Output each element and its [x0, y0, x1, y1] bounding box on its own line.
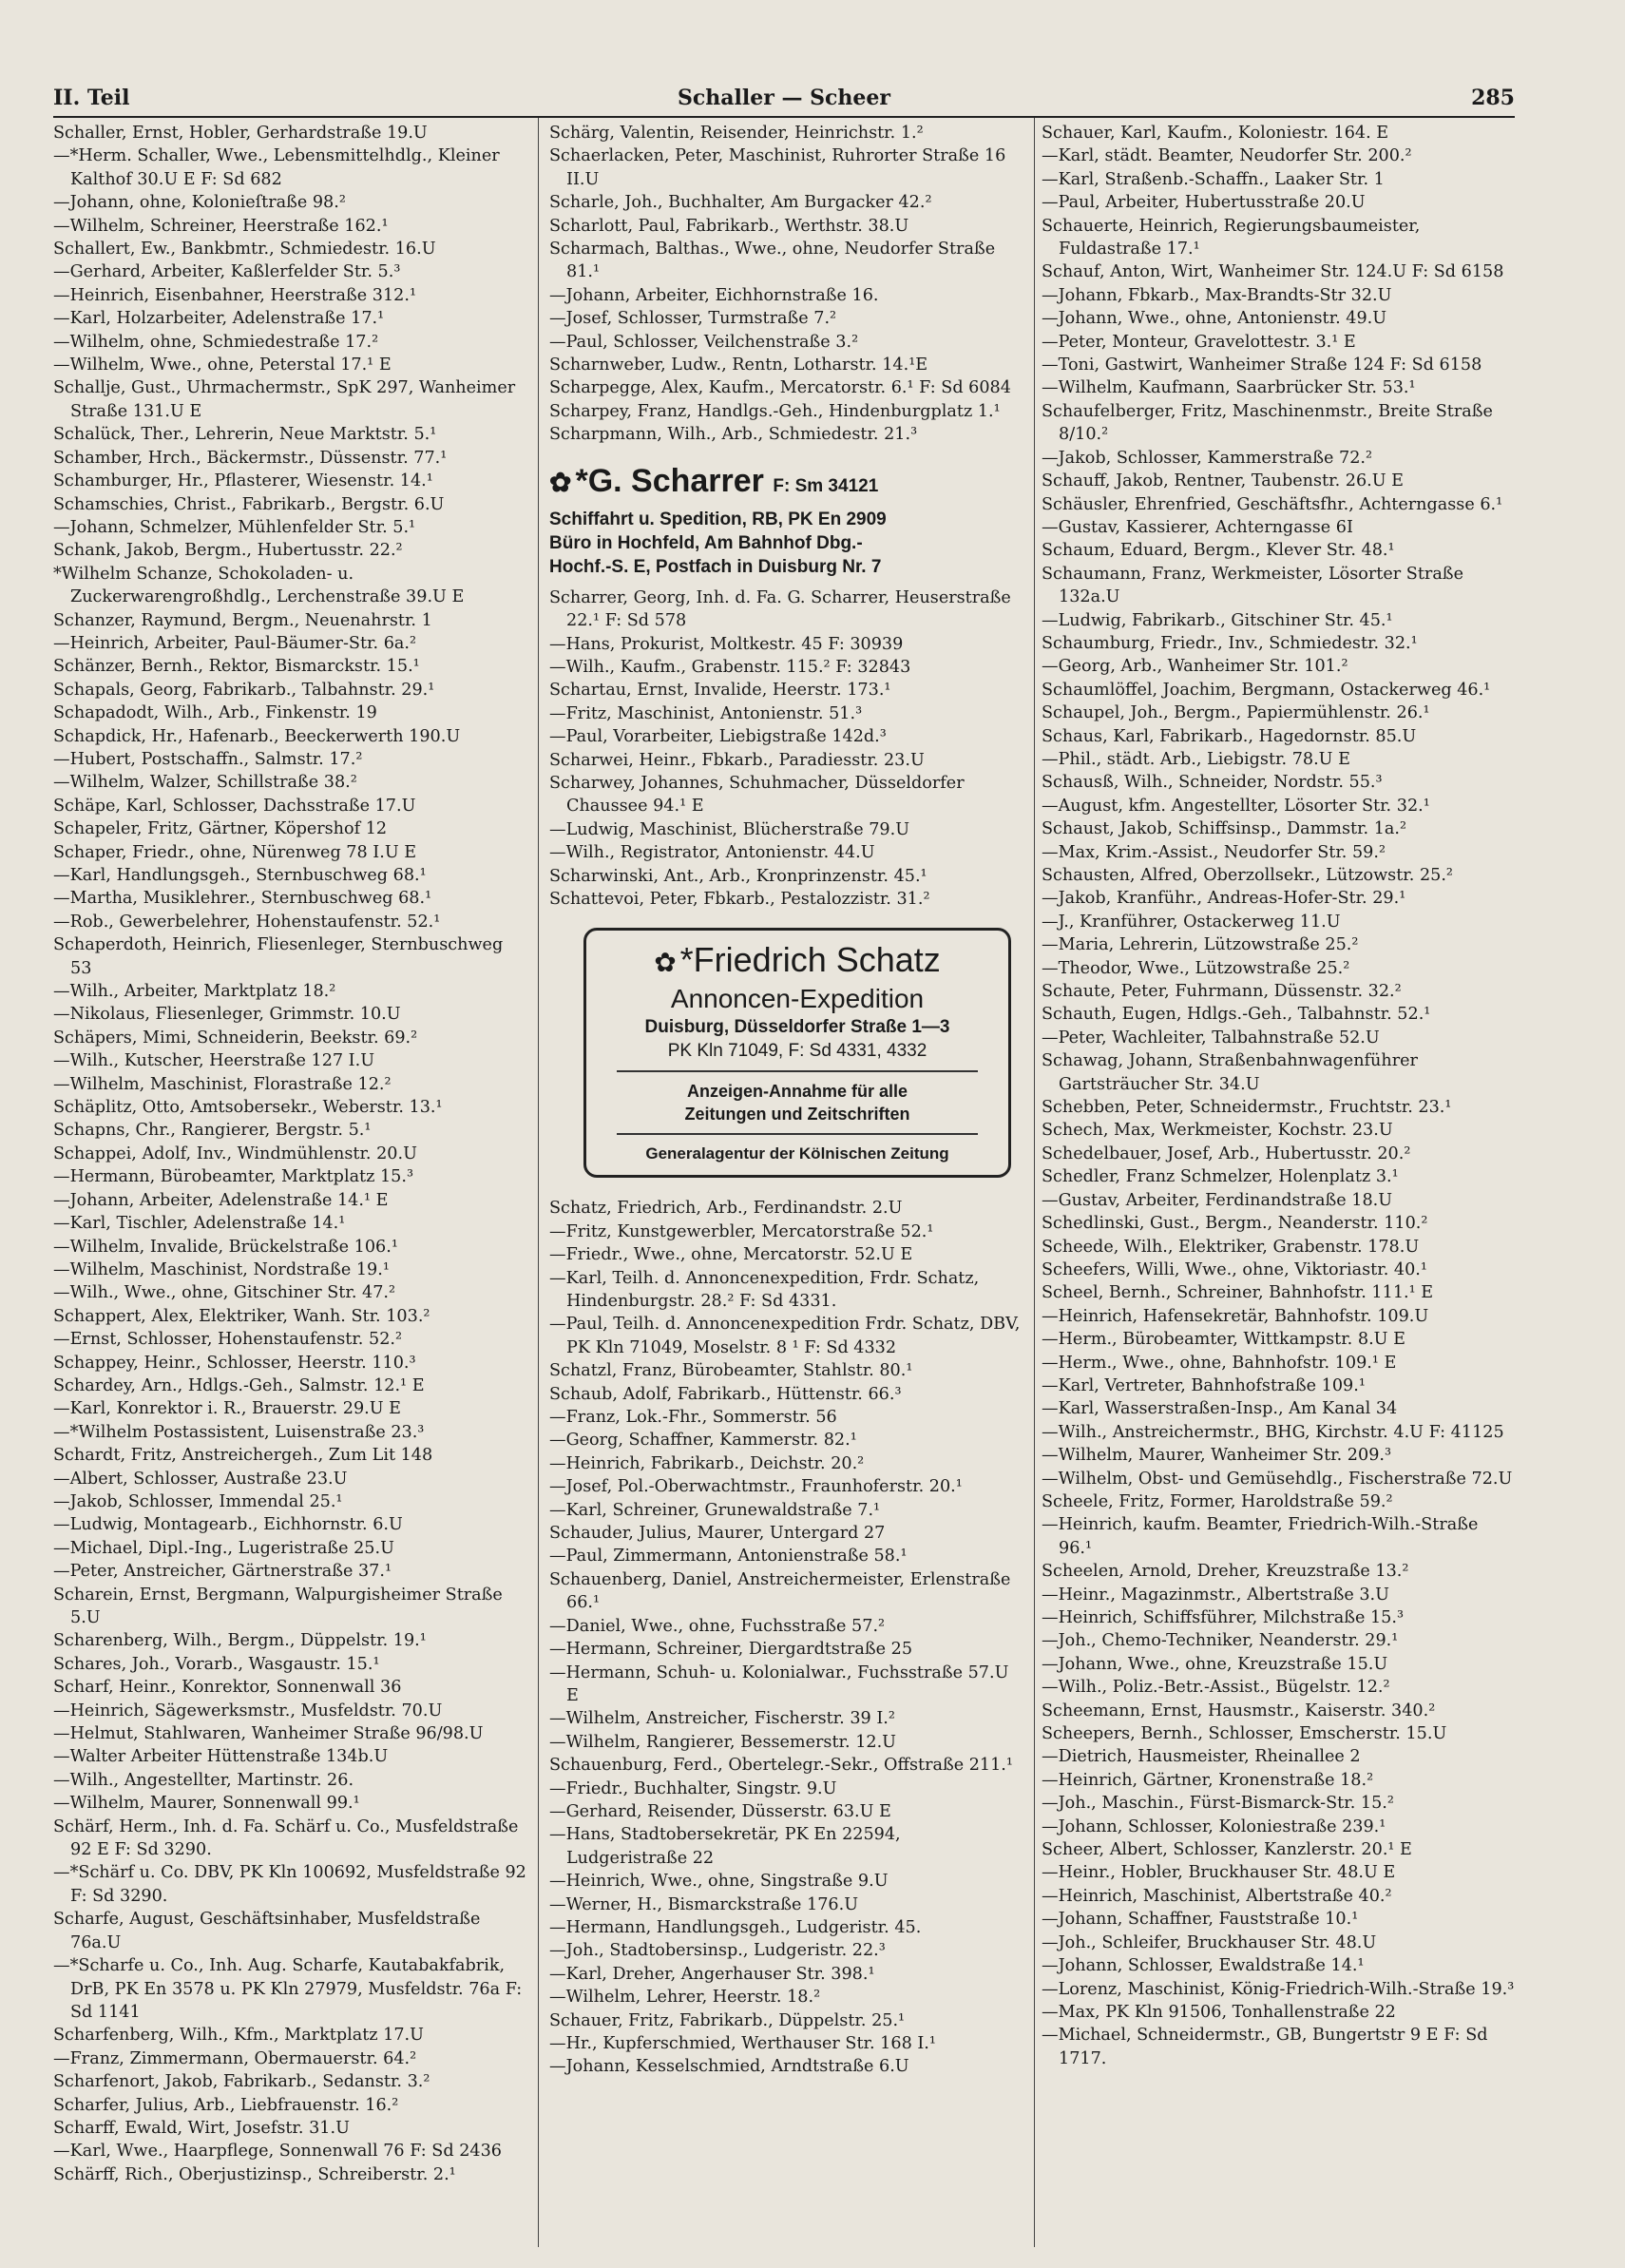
directory-entry: Scheelen, Arnold, Dreher, Kreuzstraße 13.² — [1042, 1562, 1409, 1582]
page-number: 285 — [1471, 86, 1515, 110]
directory-entry: —Karl, Handlungsgeh., Sternbuschweg 68.¹ — [53, 866, 427, 885]
directory-entry: —Wilh., Kutscher, Heerstraße 127 I.U — [53, 1051, 375, 1071]
header-rule — [53, 116, 1515, 118]
directory-entry: —Hermann, Bürobeamter, Marktplatz 15.³ — [53, 1167, 414, 1187]
ad-schatz-rule — [617, 1070, 978, 1072]
directory-entry: —Karl, Teilh. d. Annoncenexpedition, Frdr. Schatz, Hindenburgstr. 28.² F: Sd 4331. — [549, 1268, 980, 1311]
directory-entry: —Max, PK Kln 91506, Tonhallenstraße 22 — [1042, 2002, 1396, 2022]
running-head: Schaller — Scheer — [677, 86, 891, 110]
ad-schatz-take1: Anzeigen-Annahme für alle — [686, 1082, 908, 1102]
directory-entry: —Jakob, Schlosser, Immendal 25.¹ — [53, 1491, 343, 1511]
directory-entry: Schattevoi, Peter, Fbkarb., Pestalozzistr. 31.² — [549, 889, 930, 909]
wreath-icon: ✿ — [654, 948, 677, 978]
directory-entry: —Johann, Schlosser, Ewaldstraße 14.¹ — [1042, 1956, 1365, 1976]
directory-entry: Schappei, Adolf, Inv., Windmühlenstr. 20.U — [53, 1144, 417, 1163]
directory-entry: Scharpmann, Wilh., Arb., Schmiedestr. 21.³ — [549, 425, 918, 445]
directory-entry: Schappey, Heinr., Schlosser, Heerstr. 110.³ — [53, 1353, 416, 1373]
ad-schatz-agency: Generalagentur der Kölnischen Zeitung — [645, 1144, 949, 1163]
directory-entry: Scharwey, Johannes, Schuhmacher, Düsseldorfer Chaussee 94.¹ E — [549, 773, 965, 817]
directory-entry: —Paul, Zimmermann, Antonienstraße 58.¹ — [549, 1547, 908, 1566]
directory-entry: —Hermann, Schuh- u. Kolonialwar., Fuchsstraße 57.U E — [549, 1663, 1009, 1705]
directory-entry: —Johann, Kesselschmied, Arndtstraße 6.U — [549, 2057, 909, 2077]
directory-entry: —Wilhelm, Maurer, Sonnenwall 99.¹ — [53, 1794, 360, 1814]
directory-entry: —Gerhard, Reisender, Düsserstr. 63.U E — [549, 1801, 891, 1821]
directory-entry: —Johann, Arbeiter, Adelenstraße 14.¹ E — [53, 1190, 389, 1210]
directory-entry: Scharrer, Georg, Inh. d. Fa. G. Scharrer, Heuserstraße 22.¹ F: Sd 578 — [549, 587, 1011, 631]
directory-entry: —Hr., Kupferschmied, Werthauser Str. 168 I.¹ — [549, 2034, 936, 2053]
directory-entry: —Karl, Vertreter, Bahnhofstraße 109.¹ — [1042, 1375, 1366, 1395]
directory-entry: Schauff, Jakob, Rentner, Taubenstr. 26.U E — [1042, 471, 1405, 491]
directory-entry: Scheepers, Bernh., Schlosser, Emscherstr. 15.U — [1042, 1724, 1447, 1744]
directory-entry: Schaufelberger, Fritz, Maschinenmstr., Breite Straße 8/10.² — [1042, 401, 1493, 445]
directory-entry: —Johann, Wwe., ohne, Kreuzstraße 15.U — [1042, 1654, 1388, 1674]
directory-entry: —Peter, Anstreicher, Gärtnerstraße 37.¹ — [53, 1562, 392, 1582]
wreath-icon: ✿ — [549, 467, 572, 497]
ad-scharrer — [549, 460, 1024, 579]
directory-entry: —Toni, Gastwirt, Wanheimer Straße 124 F: Sd 6158 — [1042, 356, 1482, 375]
directory-entry: —Wilhelm, Lehrer, Heerstr. 18.² — [549, 1988, 821, 2008]
directory-entry: Schaus, Karl, Fabrikarb., Hagedornstr. 85.U — [1042, 726, 1417, 746]
directory-entry: Schärff, Rich., Oberjustizinsp., Schreiberstr. 2.¹ — [53, 2164, 456, 2184]
directory-entry: —Ernst, Schlosser, Hohenstaufenstr. 52.² — [53, 1330, 403, 1350]
directory-entry: —Hans, Stadtobersekretär, PK En 22594, Ludgeristraße 22 — [549, 1825, 901, 1868]
directory-entry: Scheel, Bernh., Schreiner, Bahnhofstr. 111.¹ E — [1042, 1283, 1434, 1303]
directory-entry: —Wilh., Registrator, Antonienstr. 44.U — [549, 843, 875, 863]
directory-entry: Schardey, Arn., Hdlgs.-Geh., Salmstr. 12.¹ E — [53, 1375, 425, 1395]
directory-entry: Schapadodt, Wilh., Arb., Finkenstr. 19 — [53, 703, 377, 723]
directory-entry: Scharein, Ernst, Bergmann, Walpurgisheimer Straße 5.U — [53, 1585, 503, 1627]
directory-entry: Schaumburg, Friedr., Inv., Schmiedestr. 32.¹ — [1042, 633, 1418, 653]
directory-entry: Schauerte, Heinrich, Regierungsbaumeister, Fuldastraße 17.¹ — [1042, 216, 1421, 259]
directory-entry: —Georg, Schaffner, Kammerstr. 82.¹ — [549, 1431, 857, 1451]
directory-entry: Schaumlöffel, Joachim, Bergmann, Ostackerweg 46.¹ — [1042, 680, 1491, 700]
directory-entry: —Georg, Arb., Wanheimer Str. 101.² — [1042, 657, 1348, 677]
directory-entry: —Hermann, Handlungsgeh., Ludgeristr. 45. — [549, 1917, 922, 1937]
directory-entry: —Fritz, Kunstgewerbler, Mercatorstraße 52.¹ — [549, 1221, 934, 1241]
directory-entry: Schauder, Julius, Maurer, Untergard 27 — [549, 1524, 886, 1544]
directory-entry: —Rob., Gewerbelehrer, Hohenstaufenstr. 52.¹ — [53, 912, 441, 932]
directory-entry: Schäusler, Ehrenfried, Geschäftsfhr., Achterngasse 6.¹ — [1042, 494, 1503, 514]
directory-entry: —Hans, Prokurist, Moltkestr. 45 F: 30939 — [549, 634, 904, 654]
directory-entry: Schaerlacken, Peter, Maschinist, Ruhrorter Straße 16 II.U — [549, 146, 1006, 189]
column-divider-1 — [538, 118, 539, 2247]
directory-entry: —Johann, Schlosser, Koloniestraße 239.¹ — [1042, 1816, 1386, 1836]
directory-entry: —*Herm. Schaller, Wwe., Lebensmittelhdlg., Kleiner Kalthof 30.U E F: Sd 682 — [53, 146, 500, 189]
directory-entry: Schedlinski, Gust., Bergm., Neanderstr. 110.² — [1042, 1214, 1428, 1234]
directory-entry: —Gustav, Kassierer, Achterngasse 6I — [1042, 517, 1353, 537]
directory-entry: *Wilhelm Schanze, Schokoladen- u. Zuckerwarengroßhdlg., Lerchenstraße 39.U E — [53, 564, 465, 607]
directory-entry: —Paul, Vorarbeiter, Liebigstraße 142d.³ — [549, 727, 887, 747]
directory-entry: —Wilhelm, Wwe., ohne, Peterstal 17.¹ E — [53, 356, 392, 375]
directory-entry: —Karl, Holzarbeiter, Adelenstraße 17.¹ — [53, 309, 385, 329]
directory-entry: —Heinr., Hobler, Bruckhauser Str. 48.U E — [1042, 1863, 1396, 1883]
directory-entry: Schauth, Eugen, Hdlgs.-Geh., Talbahnstr. 52.¹ — [1042, 1005, 1431, 1025]
directory-entry: —Wilh., Anstreichermstr., BHG, Kirchstr. 4.U F: 41125 — [1042, 1422, 1504, 1442]
directory-entry: Schauenburg, Ferd., Obertelegr.-Sekr., Offstraße 211.¹ — [549, 1756, 1013, 1776]
directory-entry: —Phil., städt. Arb., Liebigstr. 78.U E — [1042, 749, 1350, 769]
directory-entry: —Wilhelm, Maurer, Wanheimer Str. 209.³ — [1042, 1446, 1392, 1466]
directory-entry: Scharwei, Heinr., Fbkarb., Paradiesstr. 23.U — [549, 750, 925, 770]
column-1 — [53, 122, 528, 2241]
directory-entry: —Wilh., Poliz.-Betr.-Assist., Bügelstr. 12.² — [1042, 1678, 1390, 1698]
directory-entry: Scharenberg, Wilh., Bergm., Düppelstr. 19.¹ — [53, 1631, 427, 1651]
directory-entry: Schaust, Jakob, Schiffsinsp., Dammstr. 1a.² — [1042, 819, 1407, 839]
directory-entry: Scharfer, Julius, Arb., Liebfrauenstr. 16.² — [53, 2095, 399, 2115]
directory-entry: —Karl, Dreher, Angerhauser Str. 398.¹ — [549, 1964, 875, 1984]
directory-entry: Schallert, Ew., Bankbmtr., Schmiedestr. 16.U — [53, 240, 436, 259]
directory-entry: Scharlott, Paul, Fabrikarb., Werthstr. 38.U — [549, 216, 909, 236]
directory-entry: Schech, Max, Werkmeister, Kochstr. 23.U — [1042, 1121, 1393, 1141]
directory-entry: Schappert, Alex, Elektriker, Wanh. Str. 103.² — [53, 1306, 430, 1326]
ad-schatz-phones: PK Kln 71049, F: Sd 4331, 4332 — [667, 1041, 927, 1062]
directory-entry: —Heinrich, Maschinist, Albertstraße 40.² — [1042, 1886, 1392, 1906]
directory-entry: —Heinr., Magazinmstr., Albertstraße 3.U — [1042, 1585, 1389, 1605]
directory-entry: Schallje, Gust., Uhrmachermstr., SpK 297, Wanheimer Straße 131.U E — [53, 378, 516, 421]
directory-entry: —Dietrich, Hausmeister, Rheinallee 2 — [1042, 1747, 1361, 1767]
directory-entry: Scharnweber, Ludw., Rentn, Lotharstr. 14.¹E — [549, 356, 928, 375]
directory-entry: Schapals, Georg, Fabrikarb., Talbahnstr. 29.¹ — [53, 680, 435, 700]
directory-entry: —Karl, Wwe., Haarpflege, Sonnenwall 76 F: Sd 2436 — [53, 2142, 502, 2162]
directory-entry: —Karl, Konrektor i. R., Brauerstr. 29.U E — [53, 1399, 402, 1419]
directory-entry: —Herm., Wwe., ohne, Bahnhofstr. 109.¹ E — [1042, 1353, 1397, 1373]
directory-entry: Schebben, Peter, Schneidermstr., Fruchtstr. 23.¹ — [1042, 1098, 1452, 1118]
directory-entry: Scharfenberg, Wilh., Kfm., Marktplatz 17.U — [53, 2026, 424, 2046]
directory-entry: —Wilh., Angestellter, Martinstr. 26. — [53, 1770, 354, 1790]
directory-entry: —Heinrich, Gärtner, Kronenstraße 18.² — [1042, 1770, 1374, 1790]
directory-entry: —Joh., Chemo-Techniker, Neanderstr. 29.¹ — [1042, 1631, 1399, 1651]
directory-entry: —Theodor, Wwe., Lützowstraße 25.² — [1042, 958, 1350, 978]
directory-entry: Scharle, Joh., Buchhalter, Am Burgacker 42.² — [549, 193, 932, 213]
directory-entry: Scheele, Fritz, Former, Haroldstraße 59.² — [1042, 1491, 1393, 1511]
directory-entry: —Karl, Straßenb.-Schaffn., Laaker Str. 1 — [1042, 169, 1385, 189]
directory-entry: —Johann, Schaffner, Fauststraße 10.¹ — [1042, 1910, 1359, 1930]
directory-entry: —Peter, Monteur, Gravelottestr. 3.¹ E — [1042, 332, 1356, 352]
directory-entry: —Joh., Stadtobersinsp., Ludgeristr. 22.³ — [549, 1941, 886, 1961]
ad-scharrer-name: *G. Scharrer — [575, 462, 764, 499]
directory-entry: Schäplitz, Otto, Amtsobersekr., Weberstr. 13.¹ — [53, 1098, 443, 1118]
directory-entry: Scharfenort, Jakob, Fabrikarb., Sedanstr. 3.² — [53, 2072, 430, 2092]
directory-entry: —Johann, ohne, Kolonieſtraße 98.² — [53, 193, 346, 213]
directory-entry: —Wilhelm, Kaufmann, Saarbrücker Str. 53.¹ — [1042, 378, 1416, 398]
directory-entry: —Jakob, Schlosser, Kammerstraße 72.² — [1042, 448, 1373, 468]
ad-schatz — [583, 928, 1011, 1178]
column-3 — [1042, 122, 1517, 2241]
directory-entry: —Franz, Zimmermann, Obermauerstr. 64.² — [53, 2048, 417, 2068]
directory-entry: Scharfe, August, Geschäftsinhaber, Musfeldstraße 76a.U — [53, 1910, 481, 1952]
directory-entry: —Wilhelm, Obst- und Gemüsehdlg., Fischerstraße 72.U — [1042, 1469, 1513, 1489]
directory-entry: Schedelbauer, Josef, Arb., Hubertusstr. 20.² — [1042, 1144, 1411, 1163]
directory-entry: Schaumann, Franz, Werkmeister, Lösorter Straße 132a.U — [1042, 564, 1463, 607]
directory-entry: —Albert, Schlosser, Austraße 23.U — [53, 1469, 348, 1489]
directory-entry: —Paul, Schlosser, Veilchenstraße 3.² — [549, 332, 859, 352]
ad-schatz-rule-2 — [617, 1133, 978, 1135]
directory-entry: Schauer, Fritz, Fabrikarb., Düppelstr. 25.¹ — [549, 2010, 906, 2030]
directory-entry: —Karl, Tischler, Adelenstraße 14.¹ — [53, 1214, 346, 1234]
directory-entry: —Maria, Lehrerin, Lützowstraße 25.² — [1042, 935, 1359, 955]
directory-entry: —Gerhard, Arbeiter, Kaßlerfelder Str. 5.³ — [53, 262, 401, 282]
ad-scharrer-line1: Schiffahrt u. Spedition, RB, PK En 2909 — [549, 509, 887, 529]
directory-entry: —Heinrich, Sägewerksmstr., Musfeldstr. 70.U — [53, 1701, 443, 1720]
directory-entry: Schapns, Chr., Rangierer, Bergstr. 5.¹ — [53, 1121, 372, 1141]
directory-entry: Schapdick, Hr., Hafenarb., Beeckerwerth 190.U — [53, 726, 461, 746]
page-header — [53, 82, 1515, 114]
directory-entry: —Wilhelm, Schreiner, Heerstraße 162.¹ — [53, 216, 389, 236]
directory-entry: Schaum, Eduard, Bergm., Klever Str. 48.¹ — [1042, 541, 1395, 561]
directory-entry: —Karl, Schreiner, Grunewaldstraße 7.¹ — [549, 1500, 881, 1520]
directory-entry: Schänzer, Bernh., Rektor, Bismarckstr. 15.¹ — [53, 657, 420, 677]
directory-entry: —Paul, Teilh. d. Annoncenexpedition Frdr. Schatz, DBV, PK Kln 71049, Moselstr. 8 ¹ F: Sd 4332 — [549, 1315, 1021, 1357]
directory-entry: —Wilh., Wwe., ohne, Gitschiner Str. 47.² — [53, 1283, 396, 1303]
directory-entry: —Nikolaus, Fliesenleger, Grimmstr. 10.U — [53, 1005, 401, 1025]
directory-entry: Scharpey, Franz, Handlgs.-Geh., Hindenburgplatz 1.¹ — [549, 401, 1001, 421]
directory-entry: Schatzl, Franz, Bürobeamter, Stahlstr. 80.¹ — [549, 1361, 913, 1381]
directory-entry: Schauer, Karl, Kaufm., Koloniestr. 164. E — [1042, 124, 1389, 143]
directory-entry: —Wilh., Arbeiter, Marktplatz 18.² — [53, 982, 336, 1002]
directory-entry: Scheede, Wilh., Elektriker, Grabenstr. 178.U — [1042, 1237, 1420, 1257]
directory-entry: —Joh., Schleifer, Bruckhauser Str. 48.U — [1042, 1932, 1377, 1952]
directory-entry: —Joh., Maschin., Fürst-Bismarck-Str. 15.² — [1042, 1794, 1394, 1814]
ad-schatz-take2: Zeitungen und Zeitschriften — [684, 1105, 910, 1124]
directory-entry: Schank, Jakob, Bergm., Hubertusstr. 22.² — [53, 541, 403, 561]
directory-entry: —Wilh., Kaufm., Grabenstr. 115.² F: 32843 — [549, 657, 911, 677]
directory-entry: Schausten, Alfred, Oberzollsekr., Lützowstr. 25.² — [1042, 866, 1453, 885]
directory-entry: —Karl, Wasserstraßen-Insp., Am Kanal 34 — [1042, 1399, 1398, 1419]
directory-entry: Schardt, Fritz, Anstreichergeh., Zum Lit 148 — [53, 1446, 433, 1466]
directory-entry: Schausß, Wilh., Schneider, Nordstr. 55.³ — [1042, 773, 1383, 793]
directory-entry: Schalück, Ther., Lehrerin, Neue Marktstr. 5.¹ — [53, 425, 437, 445]
directory-entry: —Walter Arbeiter Hüttenstraße 134b.U — [53, 1747, 389, 1767]
directory-entry: —Josef, Schlosser, Turmstraße 7.² — [549, 309, 837, 329]
directory-entry: —Josef, Pol.-Oberwachtmstr., Fraunhoferstr. 20.¹ — [549, 1477, 963, 1497]
column-divider-2 — [1034, 118, 1035, 2247]
directory-entry: —Karl, städt. Beamter, Neudorfer Str. 200.² — [1042, 146, 1412, 166]
directory-entry: —Herm., Bürobeamter, Wittkampstr. 8.U E — [1042, 1330, 1405, 1350]
directory-entry: —Werner, H., Bismarckstraße 176.U — [549, 1894, 859, 1914]
directory-entry: —Heinrich, Fabrikarb., Deichstr. 20.² — [549, 1453, 865, 1473]
directory-entry: Schamburger, Hr., Pflasterer, Wiesenstr. 14.¹ — [53, 471, 433, 491]
directory-entry: Schaub, Adolf, Fabrikarb., Hüttenstr. 66.³ — [549, 1384, 902, 1404]
directory-entry: Schaller, Ernst, Hobler, Gerhardstraße 19.U — [53, 124, 428, 143]
directory-entry: Scharff, Ewald, Wirt, Josefstr. 31.U — [53, 2118, 350, 2138]
directory-entry: —Hubert, Postschaffn., Salmstr. 17.² — [53, 749, 363, 769]
directory-entry: —Heinrich, Hafensekretär, Bahnhofstr. 109.U — [1042, 1306, 1429, 1326]
directory-entry: —Wilhelm, Invalide, Brückelstraße 106.¹ — [53, 1237, 398, 1257]
directory-entry: —Johann, Fbkarb., Max-Brandts-Str 32.U — [1042, 285, 1392, 305]
ad-schatz-subtitle: Annoncen-Expedition — [670, 984, 925, 1014]
directory-entry: —Peter, Wachleiter, Talbahnstraße 52.U — [1042, 1028, 1380, 1048]
directory-entry: —Michael, Dipl.-Ing., Lugeristraße 25.U — [53, 1538, 394, 1558]
directory-entry: —Franz, Lok.-Fhr., Sommerstr. 56 — [549, 1408, 837, 1428]
directory-entry: Schatz, Friedrich, Arb., Ferdinandstr. 2.U — [549, 1199, 903, 1219]
ad-schatz-address: Duisburg, Düsseldorfer Straße 1—3 — [644, 1017, 950, 1038]
ad-scharrer-phone: F: Sm 34121 — [773, 475, 879, 496]
directory-entry: —Fritz, Maschinist, Antonienstr. 51.³ — [549, 703, 863, 723]
directory-entry: —*Schärf u. Co. DBV, PK Kln 100692, Musfeldstraße 92 F: Sd 3290. — [53, 1863, 526, 1906]
directory-entry: —Ludwig, Montagearb., Eichhornstr. 6.U — [53, 1515, 403, 1535]
ad-scharrer-line3: Hochf.-S. E, Postfach in Duisburg Nr. 7 — [549, 556, 882, 577]
directory-entry: Schaupel, Joh., Bergm., Papiermühlenstr. 26.¹ — [1042, 703, 1430, 723]
directory-entry: Scheer, Albert, Schlosser, Kanzlerstr. 20.¹ E — [1042, 1840, 1412, 1860]
ad-schatz-title: *Friedrich Schatz — [679, 940, 941, 980]
directory-entry: —Wilhelm, Maschinist, Nordstraße 19.¹ — [53, 1259, 390, 1279]
directory-entry: —Friedr., Buchhalter, Singstr. 9.U — [549, 1778, 837, 1798]
directory-entry: Schaper, Friedr., ohne, Nürenweg 78 I.U E — [53, 842, 417, 862]
directory-entry: —*Scharfe u. Co., Inh. Aug. Scharfe, Kautabakfabrik, DrB, PK En 3578 u. PK Kln 27979, Musfeldstr. 76a F: Sd 1141 — [53, 1956, 523, 2022]
directory-entry: Schanzer, Raymund, Bergm., Neuenahrstr. 1 — [53, 610, 432, 630]
directory-entry: Scheefers, Willi, Wwe., ohne, Viktoriastr. 40.¹ — [1042, 1259, 1427, 1279]
directory-entry: Scharmach, Balthas., Wwe., ohne, Neudorfer Straße 81.¹ — [549, 240, 996, 282]
directory-entry: —Heinrich, Eisenbahner, Heerstraße 312.¹ — [53, 285, 417, 305]
directory-entry: —Ludwig, Fabrikarb., Gitschiner Str. 45.¹ — [1042, 610, 1393, 630]
directory-entry: Schärf, Herm., Inh. d. Fa. Schärf u. Co., Musfeldstraße 92 E F: Sd 3290. — [53, 1816, 519, 1860]
directory-entry: —Johann, Arbeiter, Eichhornstraße 16. — [549, 285, 879, 305]
directory-entry: —Michael, Schneidermstr., GB, Bungertstr 9 E F: Sd 1717. — [1042, 2026, 1488, 2068]
directory-entry: Scharwinski, Ant., Arb., Kronprinzenstr. 45.¹ — [549, 866, 927, 886]
directory-entry: —Wilhelm, Rangierer, Bessemerstr. 12.U — [549, 1732, 897, 1752]
directory-entry: Schares, Joh., Vorarb., Wasgaustr. 15.¹ — [53, 1654, 380, 1674]
directory-entry: —Heinrich, Wwe., ohne, Singstraße 9.U — [549, 1872, 889, 1892]
directory-entry: Schartau, Ernst, Invalide, Heerstr. 173.¹ — [549, 681, 891, 701]
directory-entry: Schamschies, Christ., Fabrikarb., Bergstr. 6.U — [53, 494, 445, 514]
directory-entry: —*Wilhelm Postassistent, Luisenstraße 23.³ — [53, 1422, 425, 1442]
ad-scharrer-line2: Büro in Hochfeld, Am Bahnhof Dbg.- — [549, 532, 863, 553]
directory-entry: —Johann, Wwe., ohne, Antonienstr. 49.U — [1042, 309, 1387, 329]
column-2 — [549, 122, 1024, 2241]
directory-entry: —Gustav, Arbeiter, Ferdinandstraße 18.U — [1042, 1190, 1393, 1210]
directory-entry: —Paul, Arbeiter, Hubertusstraße 20.U — [1042, 193, 1366, 213]
directory-entry: —Jakob, Kranführ., Andreas-Hofer-Str. 29.¹ — [1042, 889, 1406, 909]
part-label: II. Teil — [53, 86, 130, 110]
directory-entry: —Wilhelm, Walzer, Schillstraße 38.² — [53, 773, 357, 793]
directory-entry: —Lorenz, Maschinist, König-Friedrich-Wilh.-Straße 19.³ — [1042, 1979, 1515, 1999]
directory-entry: —August, kfm. Angestellter, Lösorter Str. 32.¹ — [1042, 796, 1430, 816]
directory-entry: —Ludwig, Maschinist, Blücherstraße 79.U — [549, 819, 910, 839]
directory-entry: Scharf, Heinr., Konrektor, Sonnenwall 36 — [53, 1678, 402, 1698]
directory-entry: Schäpers, Mimi, Schneiderin, Beekstr. 69.² — [53, 1028, 418, 1048]
directory-entry: Schäpe, Karl, Schlosser, Dachsstraße 17.U — [53, 796, 416, 816]
directory-entry: —Heinrich, kaufm. Beamter, Friedrich-Wilh.-Straße 96.¹ — [1042, 1515, 1479, 1558]
directory-entry: Scharpegge, Alex, Kaufm., Mercatorstr. 6.¹ F: Sd 6084 — [549, 378, 1011, 398]
directory-entry: Schaute, Peter, Fuhrmann, Düssenstr. 32.² — [1042, 982, 1402, 1002]
directory-entry: —Wilhelm, Anstreicher, Fischerstr. 39 I.² — [549, 1709, 895, 1729]
directory-entry: —Heinrich, Arbeiter, Paul-Bäumer-Str. 6a.² — [53, 633, 417, 653]
directory-entry: —Wilhelm, Maschinist, Florastraße 12.² — [53, 1074, 392, 1094]
directory-entry: Schauenberg, Daniel, Anstreichermeister, Erlenstraße 66.¹ — [549, 1569, 1011, 1613]
directory-entry: —Hermann, Schreiner, Diergardtstraße 25 — [549, 1640, 913, 1660]
directory-entry: —Friedr., Wwe., ohne, Mercatorstr. 52.U E — [549, 1245, 913, 1265]
directory-entry: Schaperdoth, Heinrich, Fliesenleger, Sternbuschweg 53 — [53, 935, 504, 978]
directory-entry: —Martha, Musiklehrer., Sternbuschweg 68.¹ — [53, 889, 432, 909]
directory-entry: —Heinrich, Schiffsführer, Milchstraße 15.³ — [1042, 1608, 1405, 1627]
directory-entry: —Max, Krim.-Assist., Neudorfer Str. 59.² — [1042, 842, 1386, 862]
directory-entry: —Johann, Schmelzer, Mühlenfelder Str. 5.¹ — [53, 517, 416, 537]
directory-entry: —J., Kranführer, Ostackerweg 11.U — [1042, 912, 1341, 932]
directory-entry: Schärg, Valentin, Reisender, Heinrichstr. 1.² — [549, 124, 924, 143]
directory-entry: Schawag, Johann, Straßenbahnwagenführer Gartsträucher Str. 34.U — [1042, 1051, 1418, 1094]
directory-entry: —Wilhelm, ohne, Schmiedestraße 17.² — [53, 332, 379, 352]
directory-entry: —Daniel, Wwe., ohne, Fuchsstraße 57.² — [549, 1616, 886, 1636]
directory-entry: Schedler, Franz Schmelzer, Holenplatz 3.¹ — [1042, 1167, 1399, 1187]
directory-entry: Schauf, Anton, Wirt, Wanheimer Str. 124.U F: Sd 6158 — [1042, 262, 1504, 282]
directory-entry: Scheemann, Ernst, Hausmstr., Kaiserstr. 340.² — [1042, 1701, 1436, 1720]
directory-entry: Schapeler, Fritz, Gärtner, Köpershof 12 — [53, 819, 388, 839]
directory-entry: Schamber, Hrch., Bäckermstr., Düssenstr. 77.¹ — [53, 448, 448, 468]
directory-entry: —Helmut, Stahlwaren, Wanheimer Straße 96/98.U — [53, 1724, 484, 1744]
